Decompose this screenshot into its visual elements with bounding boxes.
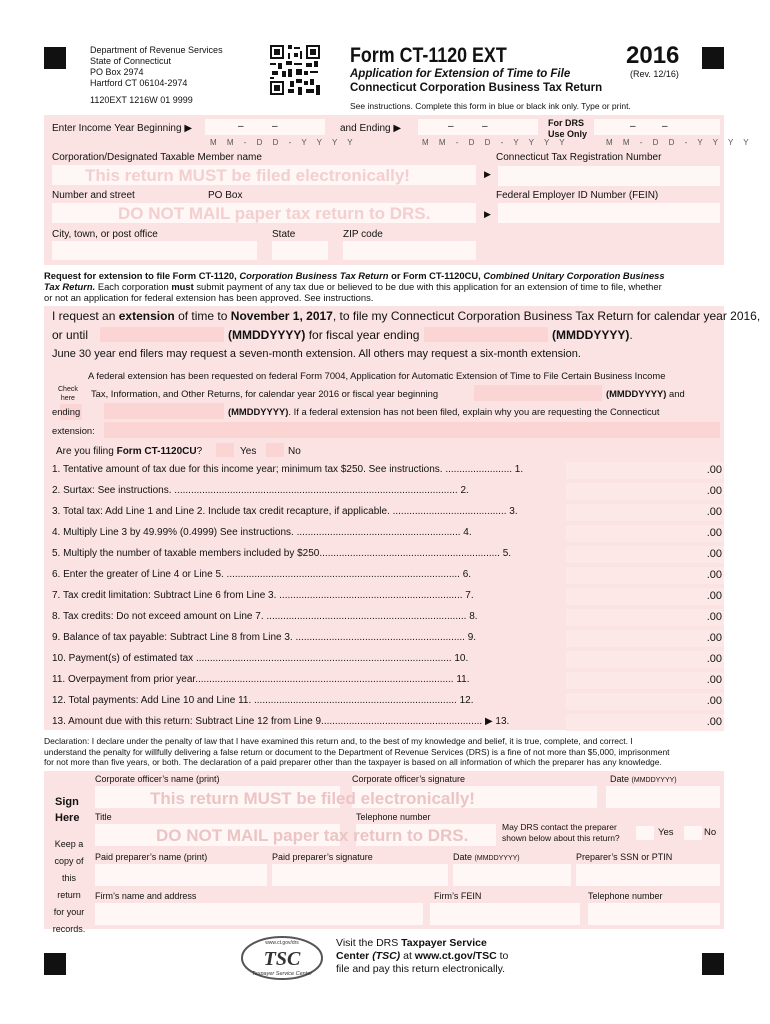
line-8-label: 8. Tax credits: Do not exceed amount on Line 7. ........................................................................ 8. [52,611,478,622]
revision: (Rev. 12/16) [630,69,679,79]
line-2-amount-input[interactable] [566,483,724,500]
zip-input[interactable] [343,241,476,260]
contact-no-checkbox[interactable] [684,826,702,840]
cents-suffix: .00 [706,674,722,686]
cents-suffix: .00 [706,611,722,623]
dept-line: State of Connecticut [90,56,172,66]
here-label: Here [55,812,80,824]
telephone-label: Telephone number [356,812,431,822]
preparer-ssn-input[interactable] [576,864,720,886]
may-drs-label: shown below about this return? [502,833,620,843]
ct-reg-label: Connecticut Tax Registration Number [496,152,662,163]
form-title: Form CT-1120 EXT [350,44,507,67]
line-11-label: 11. Overpayment from prior year............................................................................................. 11. [52,674,470,685]
federal-ext-line-3: (MMDDYYYY). If a federal extension has not been filed, explain why you are requesting the Connecticut [228,406,660,417]
po-box-label: PO Box [208,190,243,201]
federal-ext-line-2b: (MMDDYYYY) and [606,388,685,399]
logo-url: www.ct.gov/drs [265,940,299,946]
form-code: 1120EXT 1216W 01 9999 [90,95,193,105]
officer-name-label: Corporate officer’s name (print) [95,774,220,784]
cents-suffix: .00 [706,632,722,644]
tsc-logo-icon [238,934,326,982]
line-9-label: 9. Balance of tax payable: Subtract Line 8 from Line 3. ............................................................. 9. [52,632,477,643]
cents-suffix: .00 [706,569,722,581]
date-label [610,774,677,784]
request-line-1: I request an extension of time to November 1, 2017, to file my Connecticut Corporation Business Tax Return for calendar year 2016, [52,309,761,323]
watermark: This return MUST be filed electronically! [150,789,475,808]
preparer-sig-label: Paid preparer’s signature [272,852,373,862]
footer-visit: Visit the DRS Taxpayer Service Center (TSC) at www.ct.gov/TSC to file and pay this return electronically. [336,937,509,975]
request-line-2: or until [52,328,89,342]
date-format: (MMDDYYYY) [474,855,520,862]
check-here-label: Check here [58,386,78,402]
line-3-label: 3. Total tax: Add Line 1 and Line 2. Include tax credit recapture, if applicable. ......................................... 3. [52,506,518,517]
logo-text: TSC [263,948,301,970]
qr-code-icon [270,45,320,95]
state-input[interactable] [272,241,328,260]
drs-date-field [594,119,720,135]
line-7-amount-input[interactable] [566,588,724,605]
line-13-amount-input[interactable] [566,714,724,731]
june-note: June 30 year end filers may request a seven-month extension. All others may request a six-month extension. [52,348,581,360]
date-text: Date [610,774,630,784]
preparer-name-input[interactable] [95,864,267,886]
date-format-hint: M M - D D - Y Y Y Y [422,138,569,147]
registration-mark [702,953,724,975]
drs-use-label: For DRS [548,118,584,128]
registration-mark [44,47,66,69]
tax-year: 2016 [626,42,680,69]
preparer-name-label: Paid preparer’s name (print) [95,852,208,862]
fiscal-end-input[interactable] [424,327,548,342]
corp-name-label: Corporation/Designated Taxable Member name [52,152,262,163]
cu-yes-checkbox[interactable] [216,443,234,457]
date-format-hint: M M - D D - Y Y Y Y [210,138,357,147]
city-label: City, town, or post office [52,229,158,240]
ending-label: ending [52,406,81,417]
line-8-amount-input[interactable] [566,609,724,626]
firm-fein-label: Firm’s FEIN [434,891,482,901]
preparer-ssn-label: Preparer’s SSN or PTIN [576,852,673,862]
explain-input[interactable] [104,422,720,438]
watermark: This return MUST be filed electronically! [85,166,410,185]
cents-suffix: .00 [706,716,722,728]
firm-name-label: Firm’s name and address [95,891,197,901]
drs-use-label: Use Only [548,129,588,139]
extension-label: extension: [52,425,95,436]
firm-fein-input[interactable] [430,903,580,925]
title-label: Title [95,812,112,822]
cents-suffix: .00 [706,695,722,707]
end-date-input[interactable] [418,119,538,135]
dept-line: PO Box 2974 [90,67,144,77]
request-intro: Request for extension to file Form CT-1120, Corporation Business Tax Return or Form CT-1120CU, Combined Unitary Corporation Business Tax Return. Each corporation must submit payment of any tax due or believed to be due with this application for an extension of time to file, whether or not an application for federal extension has been approved. See instructions. [44,270,665,303]
date-separator: – [448,121,454,132]
firm-name-input[interactable] [95,903,423,925]
city-input[interactable] [52,241,257,260]
arrow-icon: ▶ [484,209,491,219]
fein-label: Federal Employer ID Number (FEIN) [496,190,659,201]
sign-label: Sign [55,796,79,808]
cents-suffix: .00 [706,485,722,497]
date-separator: – [662,121,668,132]
date-separator: – [238,121,244,132]
line-4-amount-input[interactable] [566,525,724,542]
cents-suffix: .00 [706,464,722,476]
prep-date-label [453,852,520,862]
line-12-label: 12. Total payments: Add Line 10 and Line 11. ......................................................................... 12. [52,695,474,706]
fein-input[interactable] [498,203,720,223]
officer-sig-label: Corporate officer’s signature [352,774,466,784]
request-line-2c: (MMDDYYYY). [552,328,633,342]
ink-instructions: See instructions. Complete this form in blue or black ink only. Type or print. [350,101,631,111]
line-7-label: 7. Tax credit limitation: Subtract Line 6 from Line 3. .................................................................. 7. [52,590,474,601]
dept-address [90,45,223,89]
line-4-label: 4. Multiply Line 3 by 49.99% (0.4999) See instructions. ........................................................... 4. [52,527,472,538]
may-drs-label: May DRS contact the preparer [502,822,617,832]
cents-suffix: .00 [706,527,722,539]
officer-date-input[interactable] [606,786,720,808]
cu-no-label: No [288,446,301,457]
line-10-amount-input[interactable] [566,651,724,668]
fed-end-input[interactable] [104,403,224,419]
line-6-amount-input[interactable] [566,567,724,584]
watermark: DO NOT MAIL paper tax return to DRS. [156,826,469,845]
form-subtitle: Application for Extension of Time to File [350,68,571,80]
cents-suffix: .00 [706,548,722,560]
contact-yes-checkbox[interactable] [636,826,654,840]
request-line-2b: (MMDDYYYY) for fiscal year ending [228,328,420,342]
begin-date-input[interactable] [205,119,325,135]
cu-no-checkbox[interactable] [266,443,284,457]
contact-yes-label: Yes [658,827,674,838]
preparer-date-input[interactable] [453,864,571,886]
ct-reg-input[interactable] [498,166,720,186]
firm-tel-input[interactable] [588,903,720,925]
line-10-label: 10. Payment(s) of estimated tax ............................................................................................ 10. [52,653,469,664]
line-1-amount-input[interactable] [566,462,724,479]
date-format-hint: M M - D D - Y Y Y Y [606,138,753,147]
zip-label: ZIP code [343,229,383,240]
keep-copy-note: Keep a copy of this return for your records. [52,839,86,934]
line-5-label: 5. Multiply the number of taxable members included by $250................................................................. 5. [52,548,512,559]
date-text: Date [453,852,473,862]
federal-ext-line-1: A federal extension has been requested on federal Form 7004, Application for Automatic Extension of Time to File Certain Business Income [88,370,666,381]
registration-mark [44,953,66,975]
dept-line: Hartford CT 06104-2974 [90,78,188,88]
federal-ext-line-2: Tax, Information, and Other Returns, for calendar year 2016 or fiscal year beginning [91,388,439,399]
line-1-label: 1. Tentative amount of tax due for this income year; minimum tax $250. See instructions. ........................ 1. [52,464,524,475]
line-12-amount-input[interactable] [566,693,724,710]
date-separator: – [630,121,636,132]
cu-yes-label: Yes [240,446,257,457]
firm-tel-label: Telephone number [588,891,663,901]
and-ending-label: and Ending ▶ [340,123,402,134]
line-13-label: 13. Amount due with this return: Subtract Line 12 from Line 9.......................................................... ▶ 13. [52,716,510,727]
logo-sub: Taxpayer Service Center [251,971,313,977]
date-separator: – [482,121,488,132]
line-11-amount-input[interactable] [566,672,724,689]
cents-suffix: .00 [706,590,722,602]
registration-mark [702,47,724,69]
state-label: State [272,229,296,240]
cents-suffix: .00 [706,506,722,518]
form-subtitle-2: Connecticut Corporation Business Tax Return [350,82,603,94]
fed-begin-input[interactable] [474,385,602,401]
declaration: Declaration: I declare under the penalty of law that I have examined this return and, to the best of my knowledge and belief, it is true, complete, and correct. I understand the penalty for willfully delivering a false return or document to the Department of Revenue Services (DRS) is a fine of not more than $5,000, imprisonment for not more than five years, or both. The declaration of a paid preparer other than the taxpayer is based on all information of which the preparer has any knowledge. [44,736,670,767]
line-3-amount-input[interactable] [566,504,724,521]
cents-suffix: .00 [706,653,722,665]
date-format: (MMDDYYYY) [631,777,677,784]
until-date-input[interactable] [100,327,224,342]
watermark: DO NOT MAIL paper tax return to DRS. [118,204,431,223]
line-5-amount-input[interactable] [566,546,724,563]
line-2-label: 2. Surtax: See instructions. ...................................................................................................... 2. [52,485,469,496]
date-separator: – [272,121,278,132]
dept-line: Department of Revenue Services [90,45,223,55]
cu-question: Are you filing Form CT-1120CU? [56,446,203,457]
contact-no-label: No [704,827,717,838]
preparer-sig-input[interactable] [272,864,448,886]
line-6-label: 6. Enter the greater of Line 4 or Line 5. .................................................................................... 6. [52,569,472,580]
street-label: Number and street [52,190,135,201]
arrow-icon: ▶ [484,169,491,179]
line-9-amount-input[interactable] [566,630,724,647]
income-year-begin-label: Enter Income Year Beginning ▶ [52,123,193,134]
